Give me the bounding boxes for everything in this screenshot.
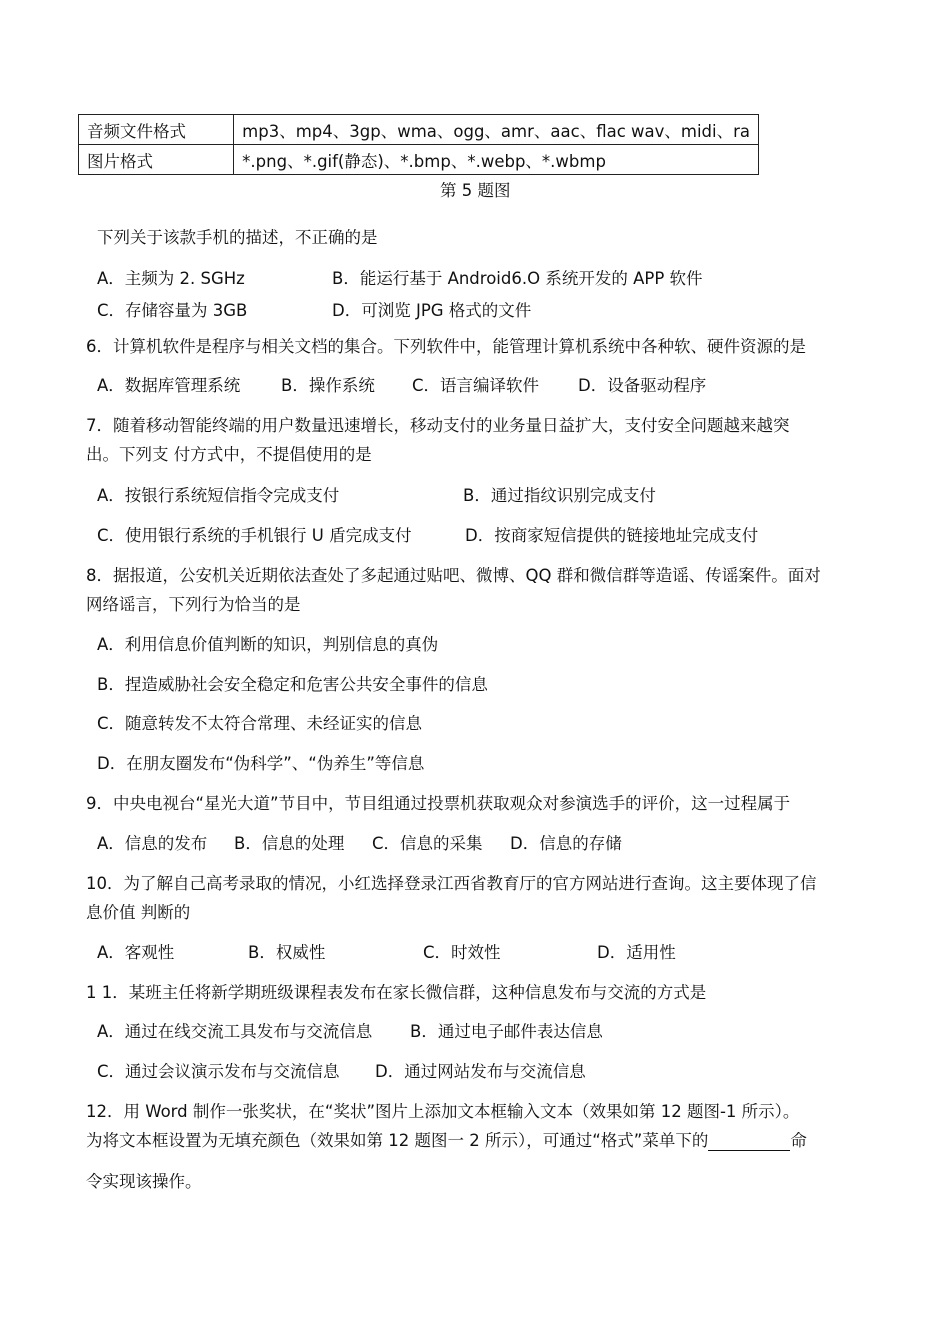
q6-option-b: B．操作系统 [281, 376, 375, 395]
q7-option-d: D．按商家短信提供的链接地址完成支付 [465, 526, 759, 545]
q6-option-a: A．数据库管理系统 [97, 376, 241, 395]
q8-option-d: D．在朋友圈发布“伪科学”、“伪养生”等信息 [97, 754, 425, 773]
q11-option-b: B．通过电子邮件表达信息 [410, 1022, 603, 1041]
q6-stem: 6．计算机软件是程序与相关文档的集合。下列软件中，能管理计算机系统中各种软、硬件资源的是 [86, 337, 806, 356]
table-cell-value: *.png、*.gif(静态)、*.bmp、*.webp、*.wbmp [234, 145, 759, 175]
table-row [79, 145, 759, 175]
q9-stem: 9．中央电视台“星光大道”节目中，节目组通过投票机获取观众对参演选手的评价，这一过程属于 [86, 794, 791, 813]
table-caption: 第 5 题图 [440, 181, 511, 200]
q12-stem-line2 [86, 1131, 807, 1151]
q11-stem: 1 1．某班主任将新学期班级课程表发布在家长微信群，这种信息发布与交流的方式是 [86, 983, 707, 1002]
q10-option-b: B．权威性 [248, 943, 326, 962]
q12-stem-text: 为将文本框设置为无填充颜色（效果如第 12 题图一 2 所示），可通过“格式”菜单下的 [86, 1131, 709, 1150]
q9-option-b: B．信息的处理 [234, 834, 345, 853]
q10-stem-line2: 息价值 判断的 [86, 903, 191, 922]
q11-option-c: C．通过会议演示发布与交流信息 [97, 1062, 340, 1081]
q6-option-c: C．语言编译软件 [412, 376, 540, 395]
table-cell-label: 音频文件格式 [79, 115, 234, 145]
q8-stem-line2: 网络谣言，下列行为恰当的是 [86, 595, 301, 614]
q10-option-a: A．客观性 [97, 943, 175, 962]
q5-option-b: B．能运行基于 Android6.O 系统开发的 APP 软件 [332, 269, 703, 288]
q7-stem-line2: 出。下列支 付方式中，不提倡使用的是 [86, 445, 372, 464]
q9-option-a: A．信息的发布 [97, 834, 208, 853]
q8-option-b: B．捏造威胁社会安全稳定和危害公共安全事件的信息 [97, 675, 488, 694]
q10-stem-line1: 10．为了解自己高考录取的情况，小红选择登录江西省教育厅的官方网站进行查询。这主要体现了信 [86, 874, 817, 893]
q10-option-c: C．时效性 [423, 943, 501, 962]
q11-option-d: D．通过网站发布与交流信息 [375, 1062, 586, 1081]
q7-stem-line1: 7．随着移动智能终端的用户数量迅速增长，移动支付的业务量日益扩大，支付安全问题越来越突 [86, 416, 790, 435]
q10-option-d: D．适用性 [597, 943, 676, 962]
answer-blank [708, 1132, 790, 1151]
table-row [79, 115, 759, 145]
q9-option-c: C．信息的采集 [372, 834, 483, 853]
q5-option-d: D．可浏览 JPG 格式的文件 [332, 301, 532, 320]
q11-option-a: A．通过在线交流工具发布与交流信息 [97, 1022, 373, 1041]
q7-option-a: A．按银行系统短信指令完成支付 [97, 486, 340, 505]
q7-option-b: B．通过指纹识别完成支付 [463, 486, 656, 505]
q12-stem-line1: 12．用 Word 制作一张奖状，在“奖状”图片上添加文本框输入文本（效果如第 12 题图-1 所示）。 [86, 1102, 800, 1121]
q12-stem-end: 命 [790, 1131, 807, 1150]
q5-stem: 下列关于该款手机的描述，不正确的是 [97, 228, 378, 247]
table-cell-label: 图片格式 [79, 145, 234, 175]
q12-stem-line3: 令实现该操作。 [86, 1172, 202, 1191]
q8-option-c: C．随意转发不太符合常理、未经证实的信息 [97, 714, 423, 733]
q9-option-d: D．信息的存储 [510, 834, 622, 853]
q7-option-c: C．使用银行系统的手机银行 U 盾完成支付 [97, 526, 412, 545]
q5-option-a: A．主频为 2. SGHz [97, 269, 245, 288]
q5-option-c: C．存储容量为 3GB [97, 301, 248, 320]
format-table [78, 114, 759, 175]
table-cell-value: mp3、mp4、3gp、wma、ogg、amr、aac、flac wav、midi、ra [234, 115, 759, 145]
q8-stem-line1: 8．据报道，公安机关近期依法查处了多起通过贴吧、微博、QQ 群和微信群等造谣、传谣案件。面对 [86, 566, 821, 585]
q6-option-d: D．设备驱动程序 [578, 376, 707, 395]
q8-option-a: A．利用信息价值判断的知识，判别信息的真伪 [97, 635, 439, 654]
